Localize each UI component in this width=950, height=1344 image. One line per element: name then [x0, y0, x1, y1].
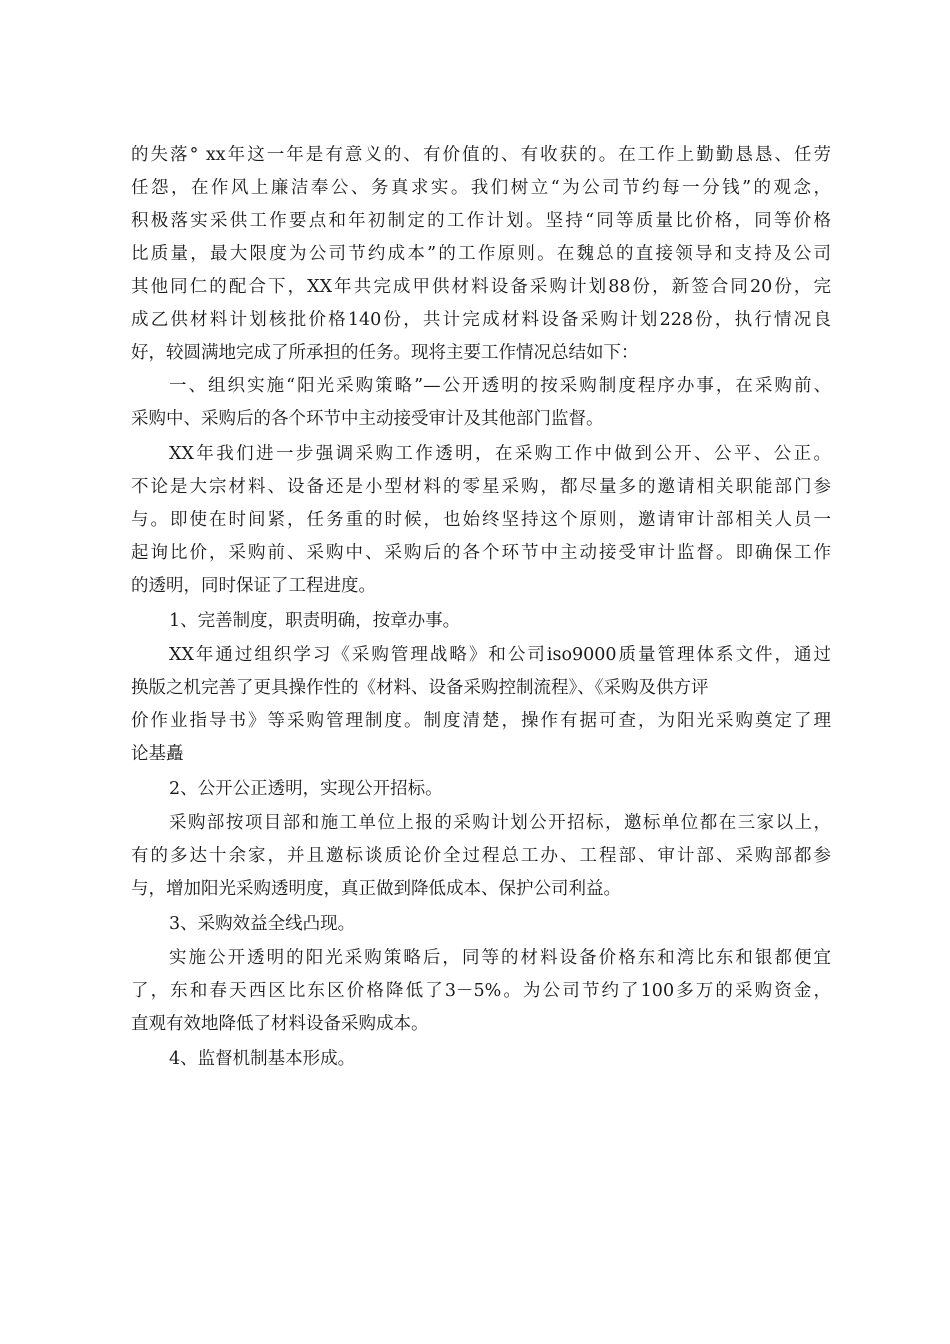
text-line: 成乙供材料计划核批价格140份，共计完成材料设备采购计划228份，执行情况良: [131, 310, 831, 330]
text-line: 的失落° xx年这一年是有意义的、有价值的、有收获的。在工作上勤勤恳恳、任劳: [131, 145, 831, 165]
text-line: 其他同仁的配合下，XX年共完成甲供材料设备采购计划88份，新签合同20份，完: [131, 277, 831, 297]
text-line: XX年我们进一步强调采购工作透明，在采购工作中做到公开、公平、公正。: [169, 444, 831, 464]
text-line: 任怨，在作风上廉洁奉公、务真求实。我们树立“为公司节约每一分钱”的观念，: [131, 178, 831, 198]
text-line: 直观有效地降低了材料设备采购成本。: [131, 1014, 429, 1034]
subsection-heading: 2、公开公正透明，实现公开招标。: [169, 779, 443, 799]
text-line: 实施公开透明的阳光采购策略后，同等的材料设备价格东和湾比东和银都便宜: [169, 948, 831, 968]
text-line: 的透明，同时保证了工程进度。: [131, 576, 376, 596]
text-line: 采购部按项目部和施工单位上报的采购计划公开招标，邀标单位都在三家以上，: [169, 813, 831, 833]
text-line: 不论是大宗材料、设备还是小型材料的零星采购，都尽量多的邀请相关职能部门参: [131, 477, 831, 497]
text-line: 了，东和春天西区比东区价格降低了3－5%。为公司节约了100多万的采购资金，: [131, 981, 831, 1001]
text-line: 积极落实采供工作要点和年初制定的工作计划。坚持“同等质量比价格，同等价格: [131, 211, 831, 231]
subsection-heading: 1、完善制度，职责明确，按章办事。: [169, 611, 461, 631]
subsection-heading: 4、监督机制基本形成。: [169, 1049, 356, 1069]
text-line: 比质量，最大限度为公司节约成本”的工作原则。在魏总的直接领导和支持及公司: [131, 244, 831, 264]
text-line: 价作业指导书》等采购管理制度。制度清楚，操作有据可查，为阳光采购奠定了理: [131, 711, 831, 731]
text-line: 有的多达十余家，并且邀标谈质论价全过程总工办、工程部、审计部、采购部都参: [131, 846, 831, 866]
text-line: 采购中、采购后的各个环节中主动接受审计及其他部门监督。: [131, 409, 604, 429]
section-heading: 一、组织实施“阳光采购策略”—公开透明的按采购制度程序办事，在采购前、: [169, 376, 831, 396]
text-line: 换版之机完善了更具操作性的《材料、设备采购控制流程》、《采购及供方评: [131, 678, 709, 698]
text-line: 与，增加阳光采购透明度，真正做到降低成本、保护公司利益。: [131, 879, 621, 899]
text-line: XX年通过组织学习《采购管理战略》和公司iso9000质量管理体系文件，通过: [169, 645, 831, 665]
text-line: 论基矗: [131, 744, 184, 764]
text-line: 起询比价，采购前、采购中、采购后的各个环节中主动接受审计监督。即确保工作: [131, 543, 831, 563]
text-line: 好，较圆满地完成了所承担的任务。现将主要工作情况总结如下：: [131, 343, 639, 363]
subsection-heading: 3、采购效益全线凸现。: [169, 914, 356, 934]
text-line: 与。即使在时间紧，任务重的时候，也始终坚持这个原则，邀请审计部相关人员一: [131, 510, 831, 530]
